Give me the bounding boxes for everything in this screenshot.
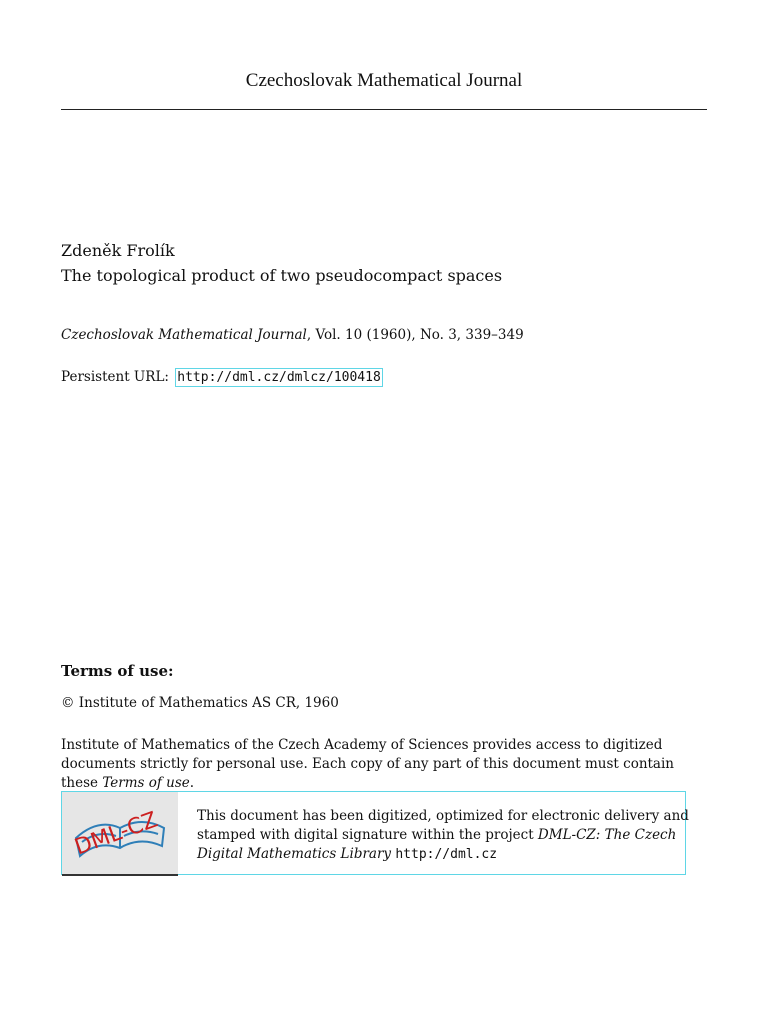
article-author: Zdeněk Frolík	[61, 241, 175, 260]
dml-logo	[62, 792, 178, 876]
dml-url-link[interactable]: http://dml.cz	[395, 847, 498, 862]
citation-details: , Vol. 10 (1960), No. 3, 339–349	[306, 327, 524, 343]
journal-header: Czechoslovak Mathematical Journal	[245, 70, 523, 91]
citation	[61, 327, 524, 343]
terms-text	[61, 736, 711, 793]
persistent-url-link[interactable]: http://dml.cz/dmlcz/100418	[177, 370, 381, 385]
persistent-url-label: Persistent URL:	[61, 369, 169, 385]
dml-text-main: This document has been digitized, optimized for electronic delivery and stamped with digital signature within the project	[197, 808, 689, 843]
dml-project-name: DML-CZ: The Czech Digital Mathematics Library	[197, 827, 677, 862]
copyright-notice: © Institute of Mathematics AS CR, 1960	[61, 695, 339, 711]
dml-logo-text: DML-CZ	[71, 807, 162, 861]
terms-heading: Terms of use:	[61, 662, 174, 680]
dml-book-icon	[68, 798, 172, 868]
article-title: The topological product of two pseudocompact spaces	[61, 266, 503, 285]
terms-text-italic: Terms of use	[102, 775, 190, 791]
dml-notice-box[interactable]	[61, 791, 689, 875]
persistent-url-line	[61, 368, 383, 387]
header-divider	[61, 109, 707, 110]
citation-journal: Czechoslovak Mathematical Journal	[61, 327, 307, 343]
dml-notice-text	[197, 807, 692, 864]
terms-text-end: .	[189, 775, 195, 791]
terms-text-main: Institute of Mathematics of the Czech Academy of Sciences provides access to digitized documents strictly for personal use. Each copy of any part of this document must contain these	[61, 737, 674, 791]
